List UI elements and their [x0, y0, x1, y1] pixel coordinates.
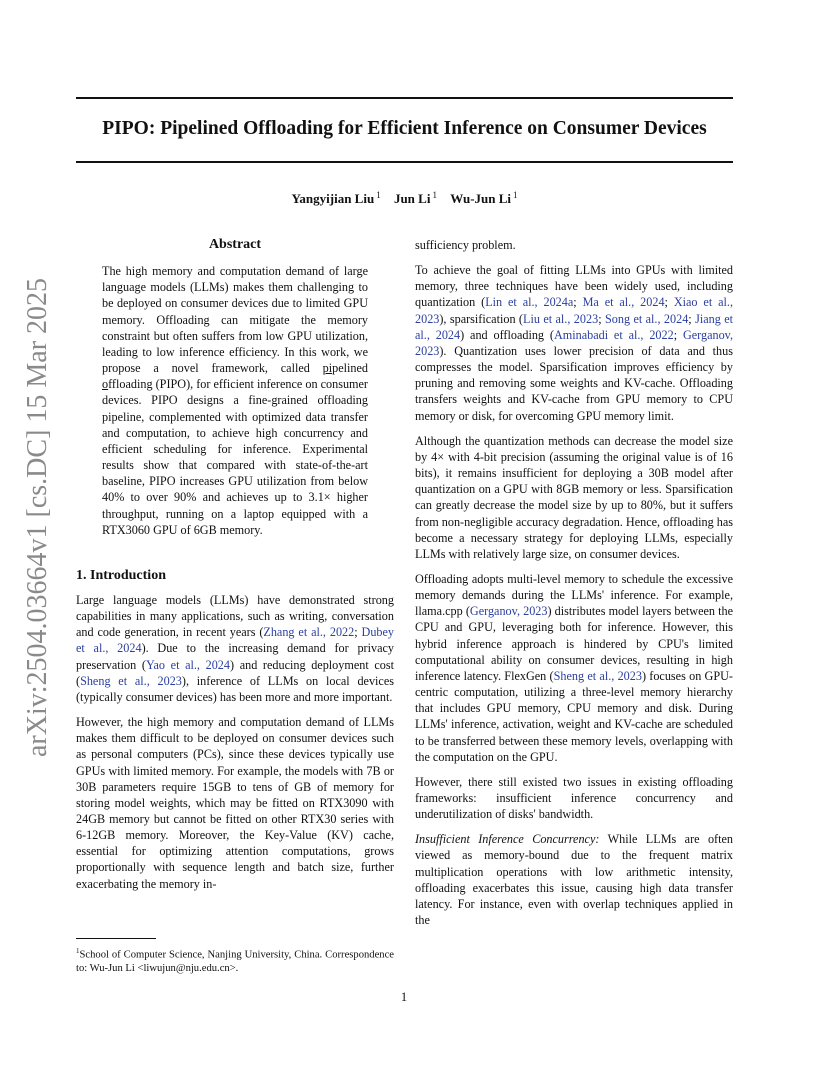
- top-rule: [76, 97, 733, 99]
- footnote: [76, 938, 394, 976]
- intro-paragraph-2-continued: sufficiency problem.: [415, 238, 516, 252]
- title-bottom-rule: [76, 161, 733, 163]
- author: [450, 191, 517, 206]
- citation-link[interactable]: Gerganov, 2023: [415, 327, 734, 358]
- intro-paragraph-6: However, there still existed two issues in existing offloading frameworks: insufficient inference concurrency and underutilization of disks' bandwidth.: [415, 774, 733, 822]
- citation-link[interactable]: Zhang et al., 2022: [263, 625, 355, 640]
- intro-paragraph-4: Although the quantization methods can decrease the model size by 4× with 4-bit precision (assuming the original value is of 16 bits), it remains insufficient for deploying a 30B model after quantization on a GPU with 8GB memory or less. Sparsification can greatly decrease the model size by up to 80%, but it suffers from non-negligible accuracy degradation. Hence, offloading has become a necessary strategy for deploying LLMs, especially LLMs with relatively large size, on consumer devices.: [415, 433, 733, 561]
- author-affiliation-mark: 1: [513, 190, 518, 200]
- right-column: [415, 237, 733, 937]
- intro-paragraph-7: Insufficient Inference Concurrency: While LLMs are often viewed as memory-bound due to the frequent matrix multiplication operations with low arithmetic intensity, offloading exacerbates this issue, causing high data transfer latency. For instance, even with overlap techniques applied in the: [415, 832, 733, 928]
- author-list: [76, 190, 733, 207]
- page-number: 1: [400, 990, 408, 1004]
- citation-link[interactable]: Aminabadi et al., 2022: [553, 327, 674, 342]
- intro-paragraph-3: To achieve the goal of fitting LLMs into GPUs with limited memory, three techniques have been widely used, including quantization (Lin et al., 2024a; Ma et al., 2024; Xiao et al., 2023), sparsification (Liu et al., 2023; Song et al., 2024; Jiang et al., 2024) and offloading (Aminabadi et al., 2022; Gerganov, 2023). Quantization uses lower precision of data and thus compresses the model. Sparsification improves efficiency by pruning and removing some weights and KV-cache. Offloading transfers weights and KV-cache from GPU memory to CPU memory or disk, for overcoming GPU memory limit.: [415, 263, 734, 423]
- citation-link[interactable]: Dubey et al., 2024: [76, 625, 395, 656]
- citation-link[interactable]: Yao et al., 2024: [145, 657, 230, 672]
- intro-paragraph-2: However, the high memory and computation demand of LLMs makes them difficult to be deployed on consumer devices such as personal computers (PCs), since these devices typically use GPUs with limited memory. For example, the models with 7B or 30B parameters require 15GB to tens of GB of memory for storing model weights, which may be fitted on RTX3090 with 24GB memory but cannot be fitted on other RTX30 series with 6-12GB memory. Moreover, the Key-Value (KV) cache, essential for optimizing attention computations, grows proportionally with sequence length and batch size, further exacerbating the memory in-: [76, 715, 394, 891]
- citation-link[interactable]: Gerganov, 2023: [469, 604, 548, 619]
- author-name: Jun Li: [393, 191, 431, 207]
- citation-link[interactable]: Liu et al., 2023: [523, 311, 599, 326]
- author-affiliation-mark: 1: [432, 190, 437, 200]
- author-name: Yangyijian Liu: [291, 191, 375, 207]
- footnote-rule: [76, 938, 156, 939]
- citation-link[interactable]: Xiao et al., 2023: [415, 295, 733, 326]
- abstract-heading: Abstract: [208, 237, 262, 252]
- author-name: Wu-Jun Li: [450, 191, 512, 207]
- paper-title: PIPO: Pipelined Offloading for Efficient Inference on Consumer Devices: [102, 118, 707, 139]
- author: [291, 191, 380, 206]
- citation-link[interactable]: Song et al., 2024: [604, 311, 689, 326]
- citation-link[interactable]: Jiang et al., 2024: [415, 311, 734, 342]
- left-column: [76, 237, 394, 901]
- author: [394, 191, 437, 206]
- citation-link[interactable]: Lin et al., 2024a: [485, 295, 574, 310]
- arxiv-identifier: arXiv:2504.03664v1 [cs.DC] 15 Mar 2025: [22, 277, 53, 757]
- citation-link[interactable]: Ma et al., 2024: [582, 295, 665, 310]
- intro-paragraph-1: Large language models (LLMs) have demonstrated strong capabilities in many applications, such as writing, conversation and code generation, in recent years (Zhang et al., 2022; Dubey et al., 2024). Due to the increasing demand for privacy preservation (Yao et al., 2024) and reducing deployment cost (Sheng et al., 2023), inference of LLMs on local devices (typically consumer devices) has been more and more important.: [76, 592, 395, 704]
- footnote-mark: 1: [76, 947, 80, 955]
- intro-paragraph-5: Offloading adopts multi-level memory to schedule the excessive memory demands during the LLMs' inference. For example, llama.cpp (Gerganov, 2023) distributes model layers between the CPU and GPU, leveraging both for inference. However, this hybrid inference approach is hindered by CPU's limited computational ability on consumer devices, resulting in high inference latency. FlexGen (Sheng et al., 2023) focuses on GPU-centric computation, utilizing a three-level memory hierarchy that includes GPU memory, CPU memory and disk. During LLMs' inference, activation, weight and KV-cache are scheduled to be transferred between these memory levels, overlapping with the computation on the GPU.: [415, 571, 733, 764]
- abstract-text: The high memory and computation demand of large language models (LLMs) makes them challenging to be deployed on consumer devices due to limited GPU memory. Offloading can mitigate the memory constraint but often suffers from low GPU utilization, leading to low inference efficiency. In this work, we propose a novel framework, called pipelined offloading (PIPO), for efficient inference on consumer devices. PIPO designs a fine-grained offloading pipeline, complemented with optimized data transfer and computation, to achieve high concurrency and efficient scheduling for inference. Experimental results show that compared with state-of-the-art baseline, PIPO increases GPU utilization from below 40% to over 90% and achieves up to 3.1× higher throughput, running on a laptop equipped with a RTX3060 GPU of 6GB memory.: [102, 264, 368, 537]
- citation-link[interactable]: Sheng et al., 2023: [80, 673, 182, 688]
- author-affiliation-mark: 1: [376, 190, 381, 200]
- citation-link[interactable]: Sheng et al., 2023: [553, 668, 642, 683]
- section-heading-introduction: 1. Introduction: [76, 567, 166, 583]
- footnote-text: School of Computer Science, Nanjing University, China. Correspondence to: Wu-Jun Li <liwujun@nju.edu.cn>.: [76, 949, 394, 975]
- paragraph-lead-in: Insufficient Inference Concurrency:: [415, 832, 600, 847]
